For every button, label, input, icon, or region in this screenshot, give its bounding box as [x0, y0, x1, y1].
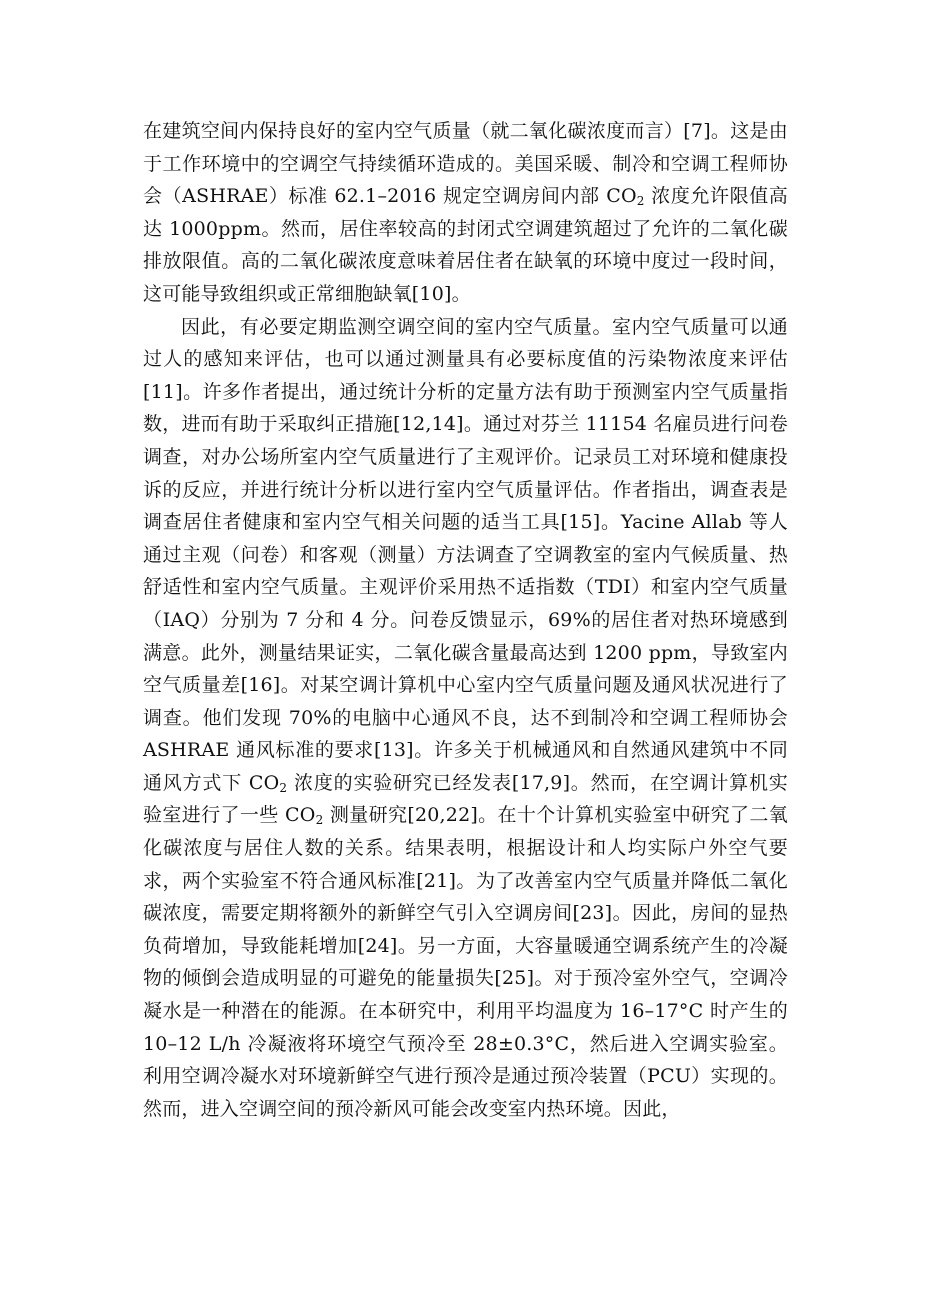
subscript: 2	[636, 194, 645, 209]
text-segment: 浓度的实验研究已经发表[17,9]。然而，在空调计算机实验室进行了一些 CO	[143, 771, 788, 827]
paragraph-2	[143, 311, 788, 1126]
body-text	[143, 115, 788, 1125]
text-segment: 因此，有必要定期监测空调空间的室内空气质量。室内空气质量可以通过人的感知来评估，也可以通过测量具有必要标度值的污染物浓度来评估[11]。许多作者提出，通过统计分析的定量方法有助于预测室内空气质量指数，进而有助于采取纠正措施[12,14]。通过对芬兰 11154 名雇员进行问卷调查，对办公场所室内空气质量进行了主观评价。记录员工对环境和健康投诉的反应，并进行统计分析以进行室内空气质量评估。作者指出，调查表是调查居住者健康和室内空气相关问题的适当工具[15]。Yacine Allab 等人通过主观（问卷）和客观（测量）方法调查了空调教室的室内气候质量、热舒适性和室内空气质量。主观评价采用热不适指数（TDI）和室内空气质量（IAQ）分别为 7 分和 4 分。问卷反馈显示，69%的居住者对热环境感到满意。此外，测量结果证实，二氧化碳含量最高达到 1200 ppm，导致室内空气质量差[16]。对某空调计算机中心室内空气质量问题及通风状况进行了调查。他们发现 70%的电脑中心通风不良，达不到制冷和空调工程师协会 ASHRAE 通风标准的要求[13]。许多关于机械通风和自然通风建筑中不同通风方式下 CO	[143, 315, 788, 794]
text-segment: 在建筑空间内保持良好的室内空气质量（就二氧化碳浓度而言）[7]。这是由于工作环境中的空调空气持续循环造成的。美国采暖、制冷和空调工程师协会（ASHRAE）标准 62.1–2016 规定空调房间内部 CO	[143, 120, 788, 208]
subscript: 2	[315, 813, 324, 828]
subscript: 2	[279, 780, 288, 795]
text-segment: 浓度允许限值高达 1000ppm。然而，居住率较高的封闭式空调建筑超过了允许的二氧化碳排放限值。高的二氧化碳浓度意味着居住者在缺氧的环境中度过一段时间，这可能导致组织或正常细胞缺氧[10]。	[143, 185, 788, 305]
paragraph-1	[143, 115, 788, 311]
text-segment: 测量研究[20,22]。在十个计算机实验室中研究了二氧化碳浓度与居住人数的关系。结果表明，根据设计和人均实际户外空气要求，两个实验室不符合通风标准[21]。为了改善室内空气质量并降低二氧化碳浓度，需要定期将额外的新鲜空气引入空调房间[23]。因此，房间的显热负荷增加，导致能耗增加[24]。另一方面，大容量暖通空调系统产生的冷凝物的倾倒会造成明显的可避免的能量损失[25]。对于预冷室外空气，空调冷凝水是一种潜在的能源。在本研究中，利用平均温度为 16–17°C 时产生的 10–12 L/h 冷凝液将环境空气预冷至 28±0.3°C，然后进入空调实验室。利用空调冷凝水对环境新鲜空气进行预冷是通过预冷装置（PCU）实现的。然而，进入空调空间的预冷新风可能会改变室内热环境。因此，	[143, 804, 789, 1120]
